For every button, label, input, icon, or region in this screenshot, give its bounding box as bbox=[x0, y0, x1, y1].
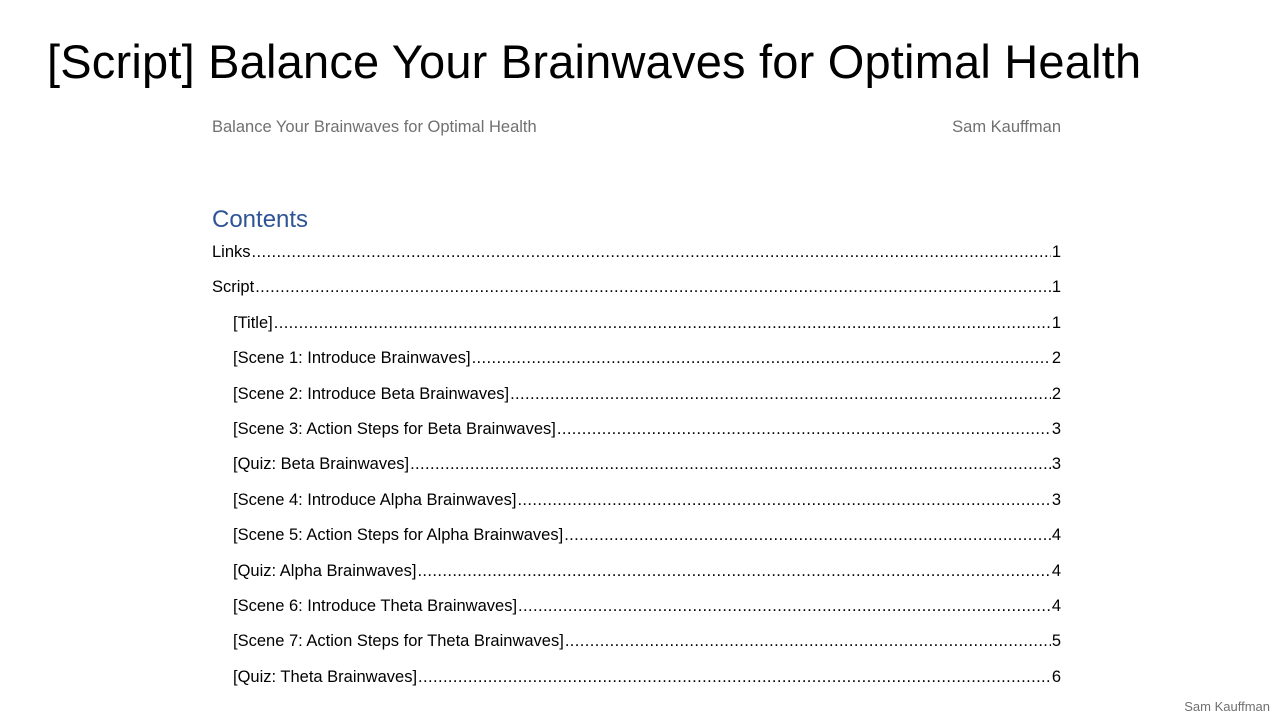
toc-entry-label: [Scene 4: Introduce Alpha Brainwaves] bbox=[233, 490, 517, 509]
toc-entry[interactable] bbox=[212, 589, 1061, 624]
toc-dot-leader bbox=[565, 624, 1051, 659]
toc-dot-leader bbox=[255, 270, 1051, 305]
toc-dot-leader bbox=[252, 235, 1051, 270]
toc-entry-label: [Scene 7: Action Steps for Theta Brainwaves] bbox=[233, 632, 564, 651]
toc-entry-label: [Quiz: Theta Brainwaves] bbox=[233, 667, 418, 686]
toc-entry-page-number: 1 bbox=[1051, 278, 1061, 297]
document-header bbox=[212, 110, 1061, 146]
toc-entry-page-number: 3 bbox=[1051, 455, 1061, 474]
toc-entry[interactable] bbox=[212, 270, 1061, 305]
toc-heading: Contents bbox=[212, 206, 309, 233]
toc-entry-label: [Scene 2: Introduce Beta Brainwaves] bbox=[233, 384, 510, 403]
toc-entry-label: [Scene 3: Action Steps for Beta Brainwaves] bbox=[233, 419, 556, 438]
toc-entry-label: Links bbox=[212, 243, 251, 261]
toc-entry[interactable] bbox=[212, 447, 1061, 482]
toc-entry[interactable] bbox=[212, 412, 1061, 447]
toc-entry[interactable] bbox=[212, 235, 1061, 270]
slide-title: [Script] Balance Your Brainwaves for Optimal Health bbox=[47, 35, 1142, 88]
toc-entry-page-number: 3 bbox=[1051, 490, 1061, 509]
toc-entry-page-number: 4 bbox=[1051, 561, 1061, 580]
toc-entry-label: [Quiz: Beta Brainwaves] bbox=[233, 455, 410, 474]
toc-entry-page-number: 3 bbox=[1051, 419, 1061, 438]
toc-dot-leader bbox=[417, 554, 1050, 589]
toc-entry[interactable] bbox=[212, 483, 1061, 518]
toc-entry[interactable] bbox=[212, 624, 1061, 659]
document-header-author: Sam Kauffman bbox=[952, 118, 1061, 136]
toc-dot-leader bbox=[510, 377, 1051, 412]
toc-entry[interactable] bbox=[212, 554, 1061, 589]
toc-entry-page-number: 1 bbox=[1051, 313, 1061, 332]
toc-entry-page-number: 4 bbox=[1051, 526, 1061, 545]
toc-entry[interactable] bbox=[212, 377, 1061, 412]
toc-entry-label: [Scene 5: Action Steps for Alpha Brainwaves] bbox=[233, 526, 564, 545]
toc-dot-leader bbox=[274, 306, 1051, 341]
toc-dot-leader bbox=[517, 483, 1050, 518]
document-header-title: Balance Your Brainwaves for Optimal Health bbox=[212, 118, 537, 136]
toc-dot-leader bbox=[410, 447, 1051, 482]
toc-entry-page-number: 1 bbox=[1051, 243, 1061, 261]
toc-dot-leader bbox=[472, 341, 1051, 376]
slide-footer-author: Sam Kauffman bbox=[1184, 699, 1270, 714]
toc-entry-label: [Scene 6: Introduce Theta Brainwaves] bbox=[233, 596, 518, 615]
toc-entry[interactable] bbox=[212, 306, 1061, 341]
toc-entry-label: [Quiz: Alpha Brainwaves] bbox=[233, 561, 417, 580]
toc-entry-label: [Title] bbox=[233, 313, 273, 332]
toc-entry-label: Script bbox=[212, 278, 255, 297]
toc-entry[interactable] bbox=[212, 660, 1061, 695]
table-of-contents bbox=[212, 235, 1061, 695]
toc-entry-page-number: 2 bbox=[1051, 349, 1061, 368]
toc-dot-leader bbox=[518, 589, 1051, 624]
toc-entry-label: [Scene 1: Introduce Brainwaves] bbox=[233, 349, 471, 368]
toc-dot-leader bbox=[418, 660, 1051, 695]
toc-entry-page-number: 4 bbox=[1051, 596, 1061, 615]
toc-dot-leader bbox=[564, 518, 1051, 553]
toc-entry-page-number: 2 bbox=[1051, 384, 1061, 403]
toc-entry-page-number: 5 bbox=[1051, 632, 1061, 651]
toc-entry[interactable] bbox=[212, 341, 1061, 376]
toc-entry-page-number: 6 bbox=[1051, 667, 1061, 686]
toc-entry[interactable] bbox=[212, 518, 1061, 553]
toc-dot-leader bbox=[557, 412, 1051, 447]
document-page bbox=[212, 110, 1061, 686]
